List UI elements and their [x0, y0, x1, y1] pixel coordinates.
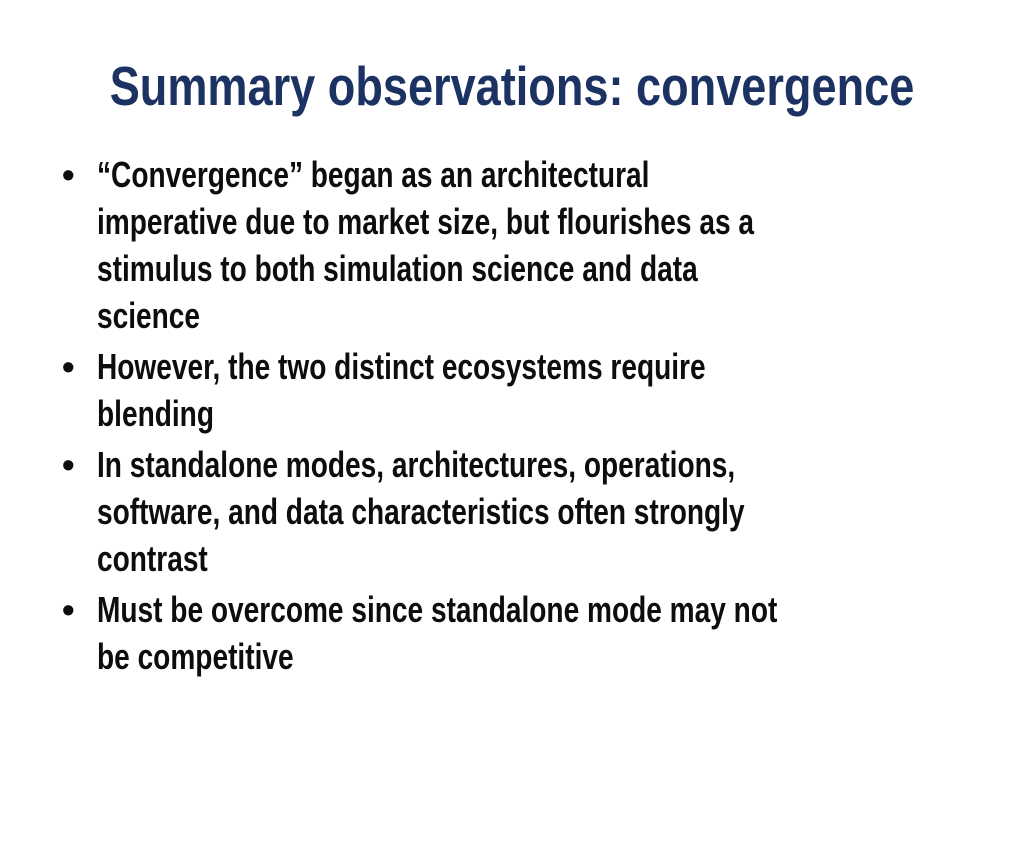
- bullet-item-1: [62, 151, 994, 339]
- bullet-line: imperative due to market size, but flourishes as a: [97, 201, 754, 242]
- bullet-line: In standalone modes, architectures, operations,: [97, 444, 736, 485]
- bullet-text-4: [97, 586, 797, 680]
- bullet-icon: •: [62, 346, 75, 387]
- bullet-line: software, and data characteristics often strongly: [97, 491, 745, 532]
- bullet-line: be competitive: [97, 636, 294, 677]
- bullet-line: science: [97, 295, 201, 336]
- bullet-line: blending: [97, 393, 214, 434]
- bullet-line: However, the two distinct ecosystems require: [97, 346, 706, 387]
- slide-title: Summary observations: convergence: [109, 55, 915, 117]
- bullet-line: stimulus to both simulation science and data: [97, 248, 698, 289]
- bullet-text-1: [97, 151, 797, 339]
- bullet-list: [0, 151, 1024, 680]
- bullet-line: Must be overcome since standalone mode may not: [97, 589, 778, 630]
- bullet-item-2: [62, 343, 994, 437]
- bullet-text-3: [97, 441, 797, 582]
- bullet-icon: •: [62, 154, 75, 195]
- bullet-item-4: [62, 586, 994, 680]
- bullet-icon: •: [62, 444, 75, 485]
- bullet-text-2: [97, 343, 797, 437]
- bullet-line: contrast: [97, 538, 208, 579]
- slide: [0, 55, 1024, 849]
- bullet-item-3: [62, 441, 994, 582]
- bullet-icon: •: [62, 589, 75, 630]
- bullet-line: “Convergence” began as an architectural: [97, 154, 650, 195]
